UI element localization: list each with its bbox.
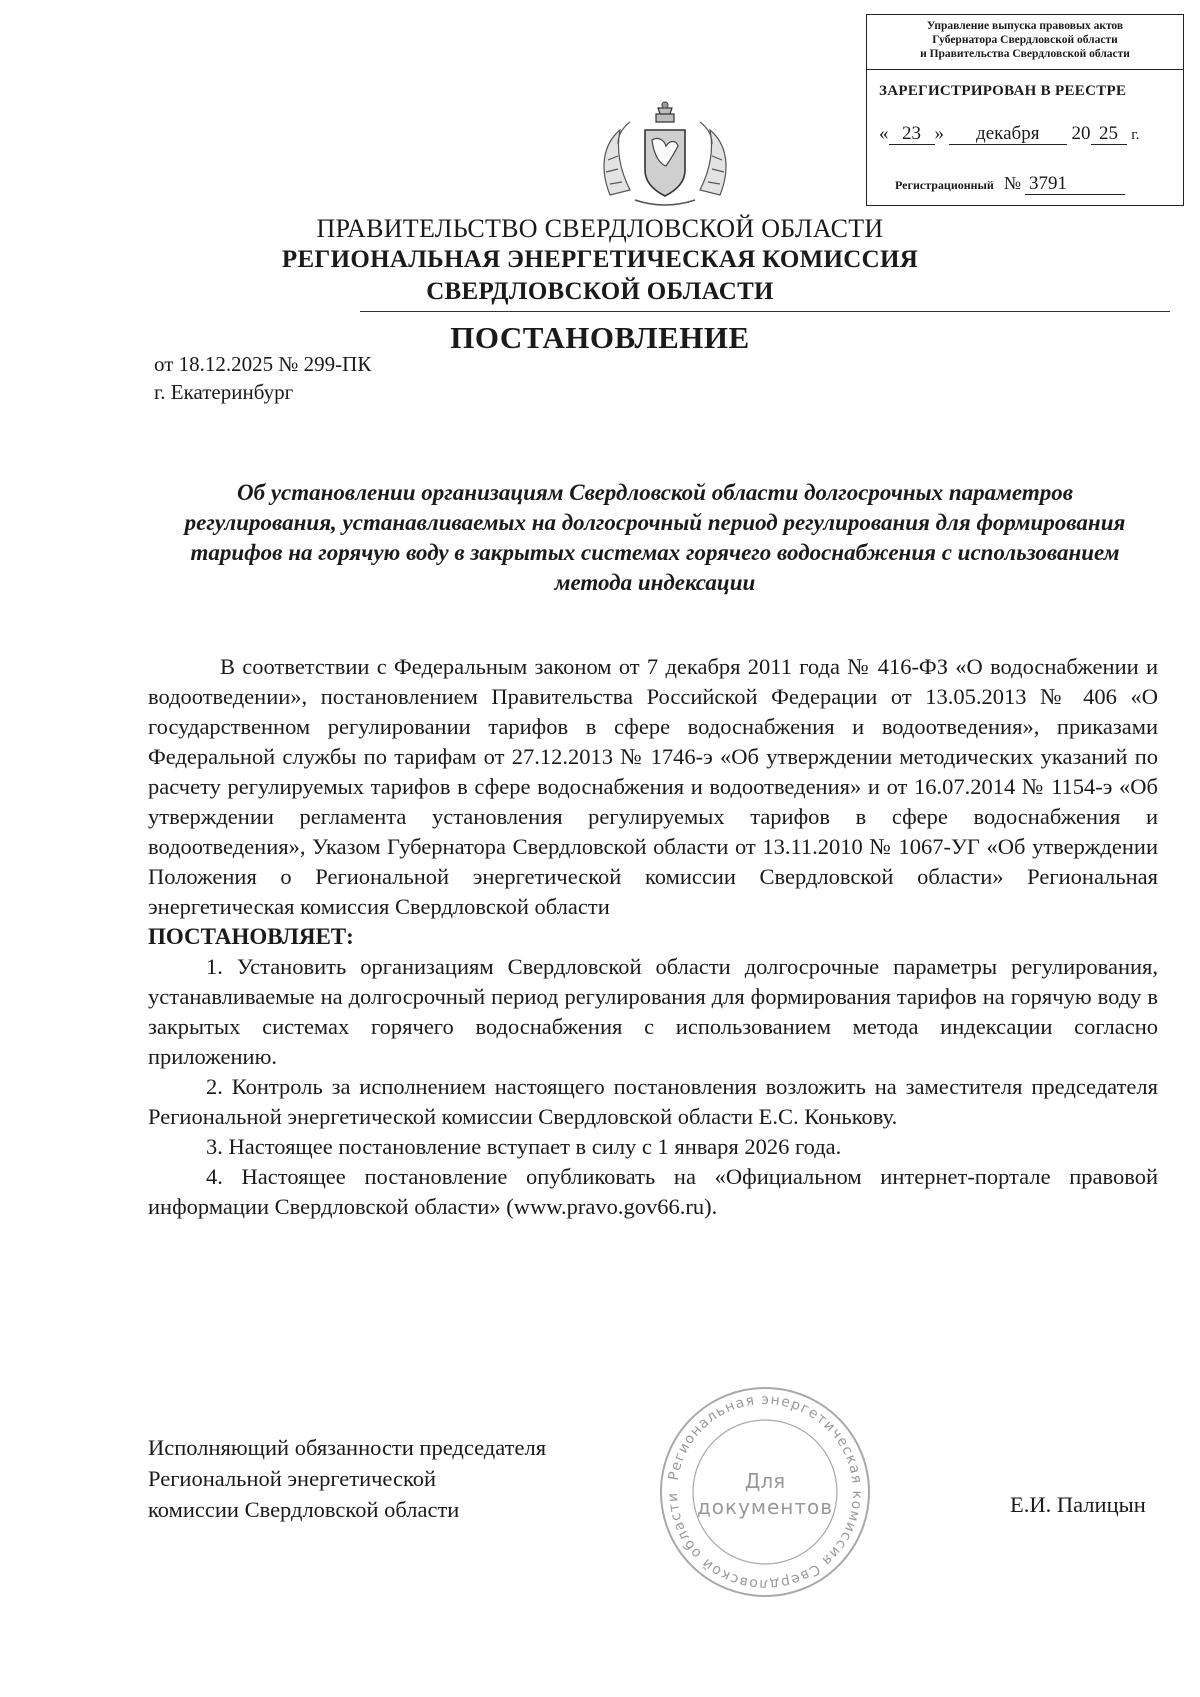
government-name: ПРАВИТЕЛЬСТВО СВЕРДЛОВСКОЙ ОБЛАСТИ: [316, 214, 884, 243]
registration-divider: [867, 69, 1183, 70]
header-divider: [360, 311, 1170, 312]
signatory-name: Е.И. Палицын: [1010, 1492, 1146, 1517]
position-line: Исполняющий обязанности председателя: [148, 1435, 547, 1460]
department-line: и Правительства Свердловской области: [920, 48, 1130, 60]
document-type: ПОСТАНОВЛЕНИЕ: [450, 320, 750, 355]
stamp-center-line2: документов: [696, 1495, 834, 1519]
registration-month: декабря: [949, 124, 1067, 145]
registration-box: [866, 14, 1184, 206]
document-date-number: от 18.12.2025 № 299-ПК: [154, 352, 372, 376]
decree-item: 1. Установить организациям Свердловской области долгосрочные параметры регулирования, устанавливаемые на долгосрочный период регулирования для формирования тарифов на горячую воду в закрытых системах горячего водоснабжения с использованием метода индексации согласно приложению.: [148, 954, 1158, 1069]
registration-year: 25: [1091, 124, 1127, 145]
position-line: Региональной энергетической: [148, 1466, 437, 1491]
decree-item: 3. Настоящее постановление вступает в силу с 1 января 2026 года.: [206, 1134, 842, 1159]
stamp-ring-text: Региональная энергетическая комиссия Свердловской области: [664, 1391, 866, 1593]
year-unit: г.: [1131, 127, 1140, 143]
registered-label: ЗАРЕГИСТРИРОВАН В РЕЕСТРЕ: [879, 83, 1127, 99]
document-title: Об установлении организациям Свердловской области долгосрочных параметров регулирования, устанавливаемых на долгосрочный период регулирования для формирования тарифов на горячую воду в закрытых системах горячего водоснабжения с использованием метода индексации: [184, 480, 1126, 595]
registration-date: [879, 123, 1139, 145]
document-city: г. Екатеринбург: [154, 380, 294, 404]
quote-close: »: [934, 123, 944, 144]
number-sign: №: [1003, 173, 1022, 193]
decree-item: 4. Настоящее постановление опубликовать на «Официальном интернет-портале правовой информации Свердловской области» (www.pravo.gov66.ru).: [148, 1164, 1158, 1219]
decree-heading: ПОСТАНОВЛЯЕТ:: [148, 924, 354, 949]
stamp-center-line1: Для: [744, 1469, 786, 1493]
registration-number: 3791: [1025, 174, 1125, 195]
number-label: Регистрационный: [895, 178, 994, 192]
decree-item: 2. Контроль за исполнением настоящего постановления возложить на заместителя председателя Региональной энергетической комиссии Свердловской области Е.С. Конькову.: [148, 1074, 1158, 1129]
signatory-position: [148, 1432, 546, 1525]
coat-of-arms-icon: [590, 100, 740, 210]
commission-name-line1: РЕГИОНАЛЬНАЯ ЭНЕРГЕТИЧЕСКАЯ КОМИССИЯ: [281, 246, 919, 273]
registration-department: [867, 19, 1183, 61]
year-prefix: 20: [1071, 123, 1091, 144]
department-line: Управление выпуска правовых актов: [926, 20, 1124, 32]
department-line: Губернатора Свердловской области: [932, 34, 1118, 46]
preamble-paragraph: В соответствии с Федеральным законом от 7 декабря 2011 года № 416-ФЗ «О водоснабжении и водоотведении», постановлением Правительства Российской Федерации от 13.05.2013 № 406 «О государственном регулировании тарифов в сфере водоснабжения и водоотведения», приказами Федеральной службы по тарифам от 27.12.2013 № 1746-э «Об утверждении методических указаний по расчету регулируемых тарифов в сфере водоснабжения и водоотведения» и от 16.07.2014 № 1154-э «Об утверждении регламента установления регулируемых тарифов в сфере водоснабжения и водоотведения», Указом Губернатора Свердловской области от 13.11.2010 № 1067-УГ «Об утверждении Положения о Региональной энергетической комиссии Свердловской области» Региональная энергетическая комиссия Свердловской области: [148, 654, 1158, 919]
quote-open: «: [879, 123, 889, 144]
registration-day: 23: [889, 124, 935, 145]
official-stamp: [655, 1382, 875, 1602]
registration-number-line: [895, 173, 1125, 195]
position-line: комиссии Свердловской области: [148, 1497, 460, 1522]
document-body: [148, 652, 1158, 1222]
commission-name-line2: СВЕРДЛОВСКОЙ ОБЛАСТИ: [426, 278, 774, 305]
